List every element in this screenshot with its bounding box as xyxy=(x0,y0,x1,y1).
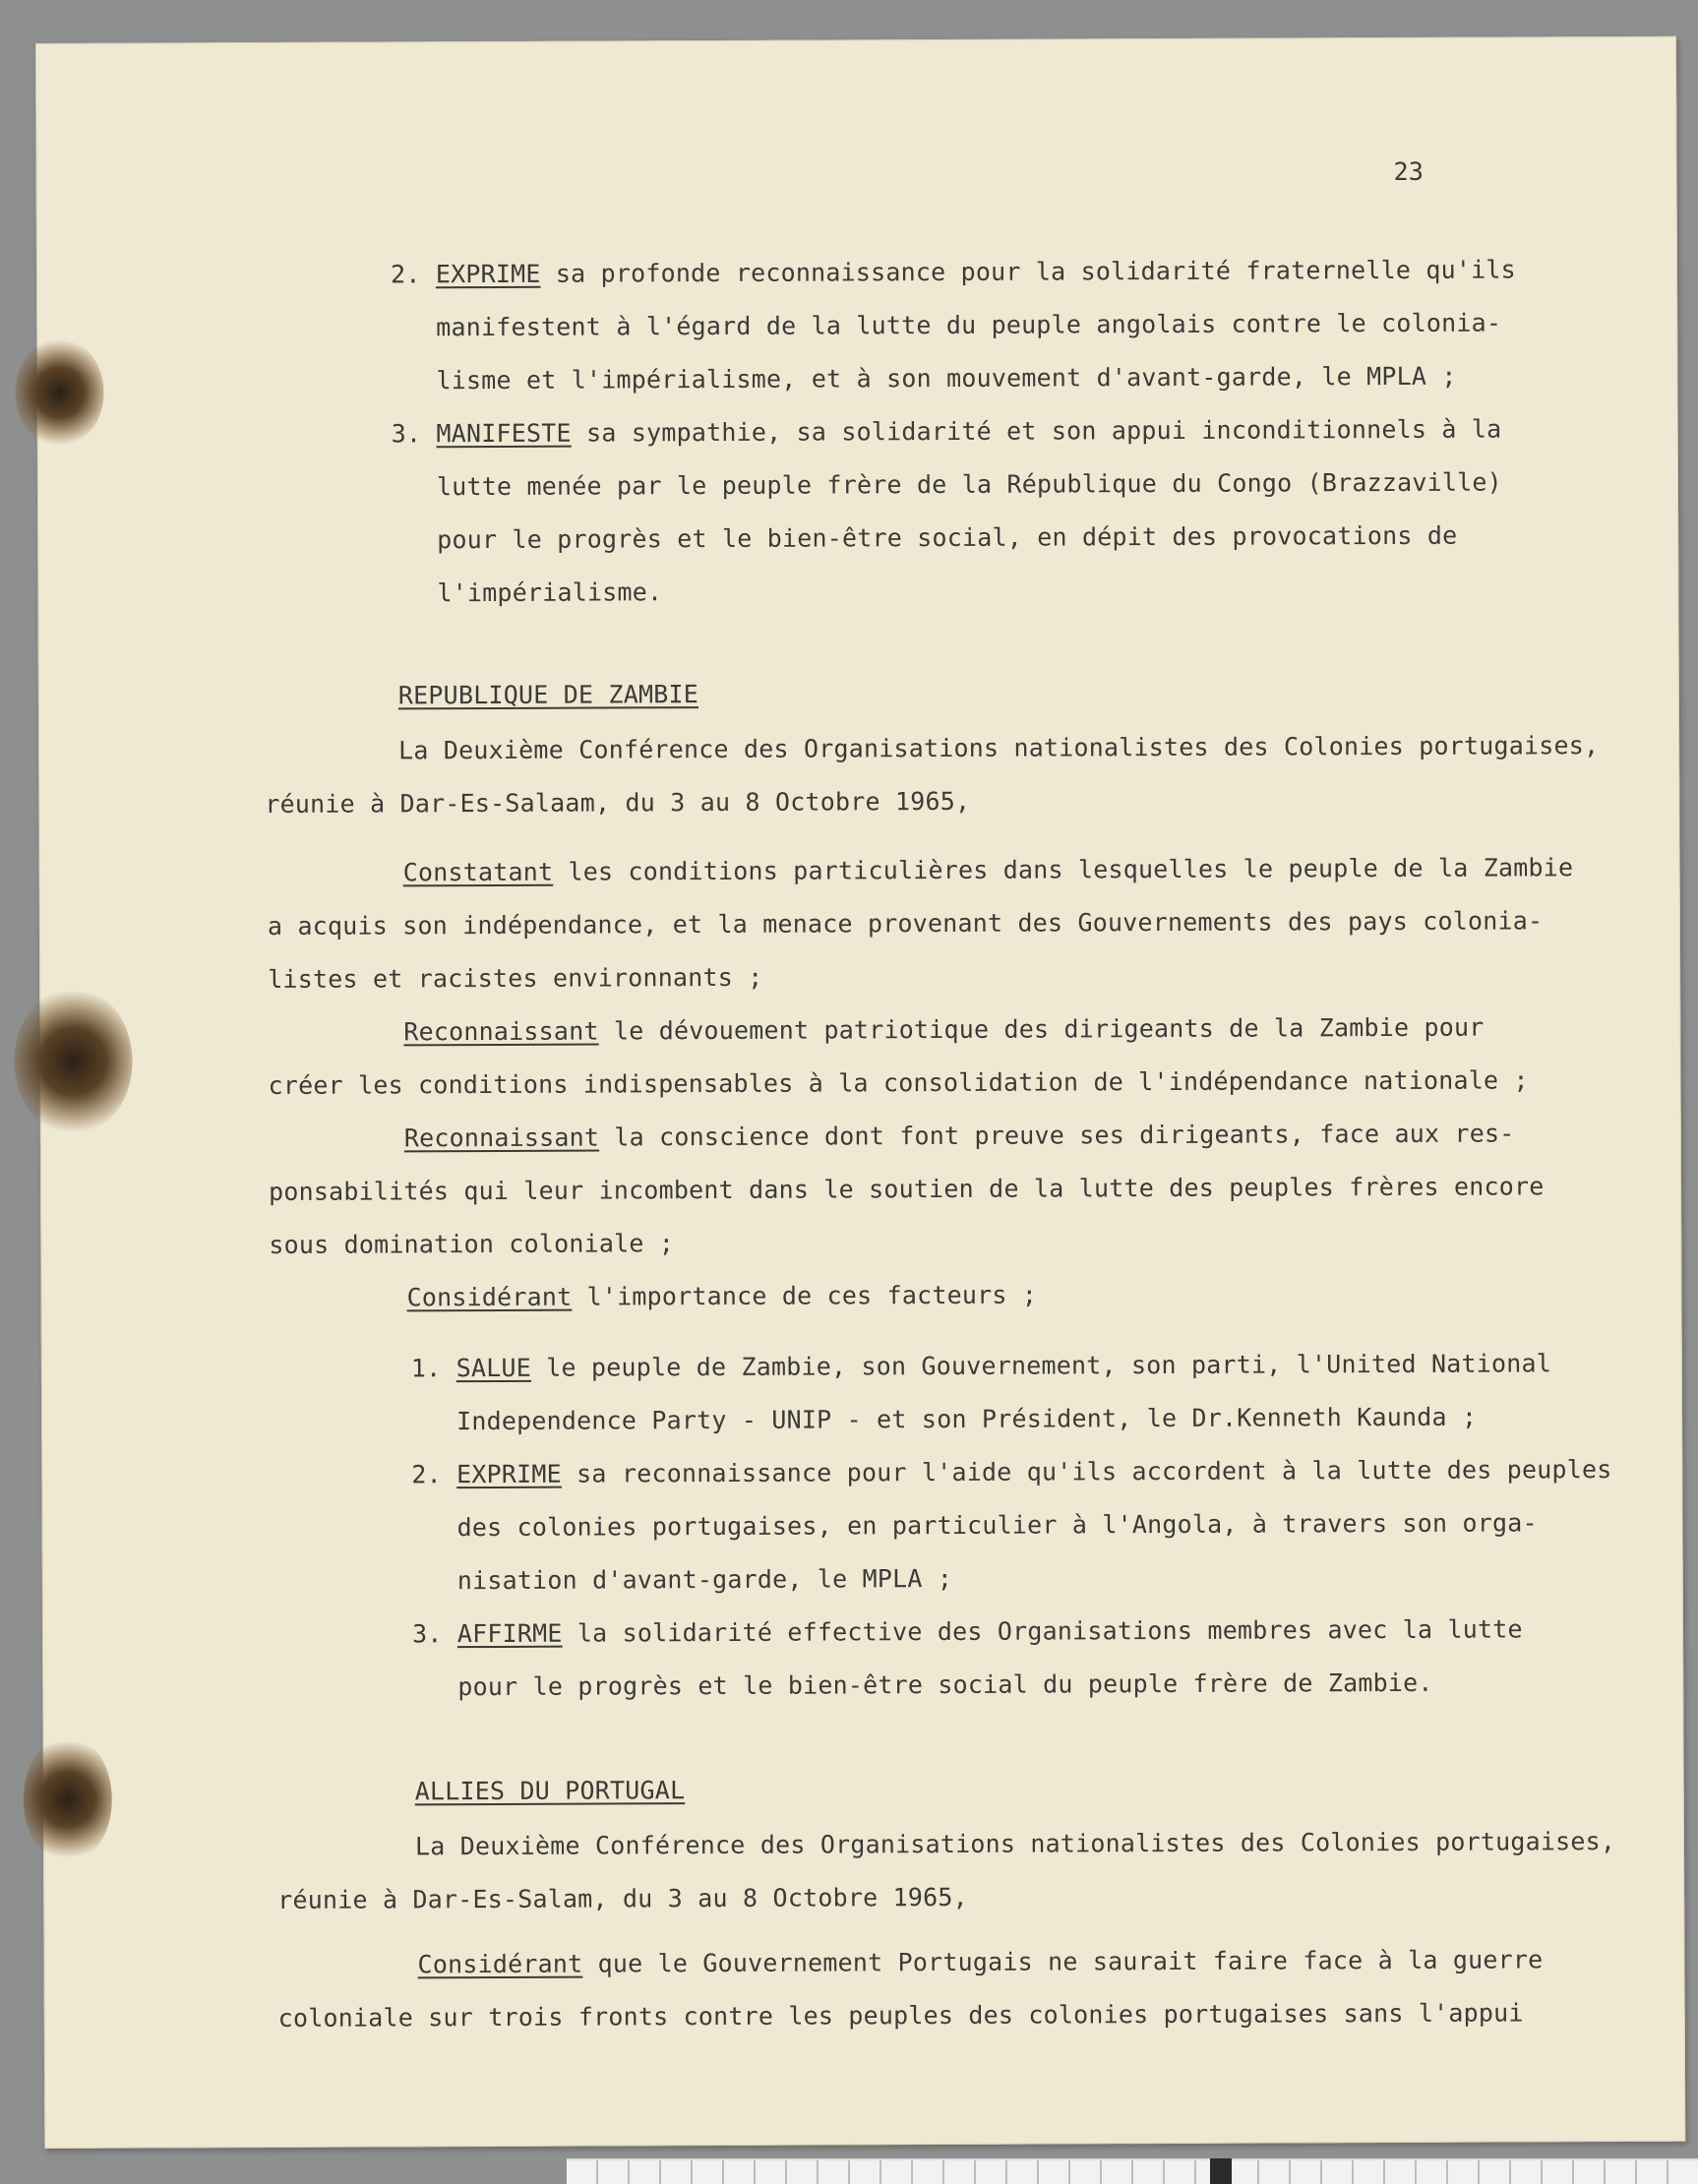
item-text: le peuple de Zambie, son Gouvernement, son parti, l'United National xyxy=(530,1349,1552,1382)
section-heading: REPUBLIQUE DE ZAMBIE xyxy=(397,680,698,710)
consideration-keyword: Reconnaissant xyxy=(403,1122,600,1153)
consideration-text: listes et racistes environnants ; xyxy=(268,962,763,994)
item-text: pour le progrès et le bien-être social, en dépit des provocations de xyxy=(437,520,1458,555)
consideration-keyword: Constatant xyxy=(402,857,554,887)
consideration-text: l'importance de ces facteurs ; xyxy=(572,1280,1038,1311)
section-heading: ALLIES DU PORTUGAL xyxy=(414,1776,686,1806)
consideration-text: ponsabilités qui leur incombent dans le soutien de la lutte des peuples frères encore xyxy=(269,1172,1545,1206)
page-number: 23 xyxy=(1393,156,1425,186)
intro-text: La Deuxième Conférence des Organisations nationalistes des Colonies portugaises, xyxy=(414,1827,1616,1861)
item-text: sa reconnaissance pour l'aide qu'ils accordent à la lutte des peuples xyxy=(561,1455,1612,1488)
item-number: 2. xyxy=(411,1460,442,1489)
consideration-text: coloniale sur trois fronts contre les peuples des colonies portugaises sans l'appui xyxy=(277,1998,1524,2032)
consideration-text: que le Gouvernement Portugais ne saurait faire face à la guerre xyxy=(582,1945,1544,1978)
scale-ruler-marker xyxy=(1210,2158,1232,2184)
item-number: 1. xyxy=(410,1354,442,1383)
list-item xyxy=(411,1455,1611,1489)
list-item xyxy=(411,1349,1551,1383)
intro-text: La Deuxième Conférence des Organisations nationalistes des Colonies portugaises, xyxy=(398,731,1600,765)
list-item xyxy=(391,255,1516,289)
consideration-text: créer les conditions indispensables à la consolidation de l'indépendance nationale ; xyxy=(268,1065,1529,1100)
item-keyword: SALUE xyxy=(455,1353,531,1383)
item-text: pour le progrès et le bien-être social du peuple frère de Zambie. xyxy=(457,1668,1433,1702)
item-number: 2. xyxy=(390,260,421,289)
item-text: manifestent à l'égard de la lutte du peuple angolais contre le colonia- xyxy=(436,308,1502,342)
consideration xyxy=(407,1281,1038,1313)
consideration-text: le dévouement patriotique des dirigeants de la Zambie pour xyxy=(598,1012,1485,1046)
item-text: sa profonde reconnaissance pour la solidarité fraternelle qu'ils xyxy=(540,255,1516,288)
consideration-text: sous domination coloniale ; xyxy=(269,1229,675,1259)
consideration-text: a acquis son indépendance, et la menace provenant des Gouvernements des pays colonia- xyxy=(267,906,1544,940)
item-text: sa sympathie, sa solidarité et son appui inconditionnels à la xyxy=(571,414,1502,448)
item-number: 3. xyxy=(391,419,422,449)
item-text: Independence Party - UNIP - et son Président, le Dr.Kenneth Kaunda ; xyxy=(456,1402,1478,1436)
item-text: l'impérialisme. xyxy=(437,577,663,608)
list-item xyxy=(412,1614,1523,1649)
consideration-keyword: Considérant xyxy=(406,1282,573,1312)
consideration-text: la conscience dont font preuve ses dirigeants, face aux res- xyxy=(599,1119,1515,1152)
document-body xyxy=(35,36,1685,2149)
consideration-keyword: Considérant xyxy=(417,1949,583,1979)
item-text: lutte menée par le peuple frère de la République du Congo (Brazzaville) xyxy=(436,467,1502,502)
consideration xyxy=(404,1119,1515,1153)
consideration xyxy=(403,1013,1484,1048)
item-keyword: EXPRIME xyxy=(435,259,541,289)
item-text: la solidarité effective des Organisations membres avec la lutte xyxy=(562,1614,1523,1648)
intro-text: réunie à Dar-Es-Salam, du 3 au 8 Octobre 1965, xyxy=(277,1882,968,1914)
consideration xyxy=(403,853,1574,887)
item-text: lisme et l'impérialisme, et à son mouvement d'avant-garde, le MPLA ; xyxy=(436,361,1457,395)
item-keyword: AFFIRME xyxy=(456,1618,563,1649)
item-text: des colonies portugaises, en particulier à l'Angola, à travers son orga- xyxy=(456,1508,1538,1543)
item-number: 3. xyxy=(411,1619,443,1649)
paper-sheet xyxy=(35,36,1685,2149)
list-item xyxy=(392,415,1502,450)
intro-text: réunie à Dar-Es-Salaam, du 3 au 8 Octobre 1965, xyxy=(265,786,971,819)
consideration xyxy=(417,1945,1543,1979)
item-keyword: MANIFESTE xyxy=(436,418,572,449)
scale-ruler xyxy=(567,2158,1698,2184)
item-keyword: EXPRIME xyxy=(456,1459,562,1489)
consideration-text: les conditions particulières dans lesquelles le peuple de la Zambie xyxy=(553,853,1574,886)
consideration-keyword: Reconnaissant xyxy=(403,1016,599,1047)
item-text: nisation d'avant-garde, le MPLA ; xyxy=(456,1563,953,1596)
